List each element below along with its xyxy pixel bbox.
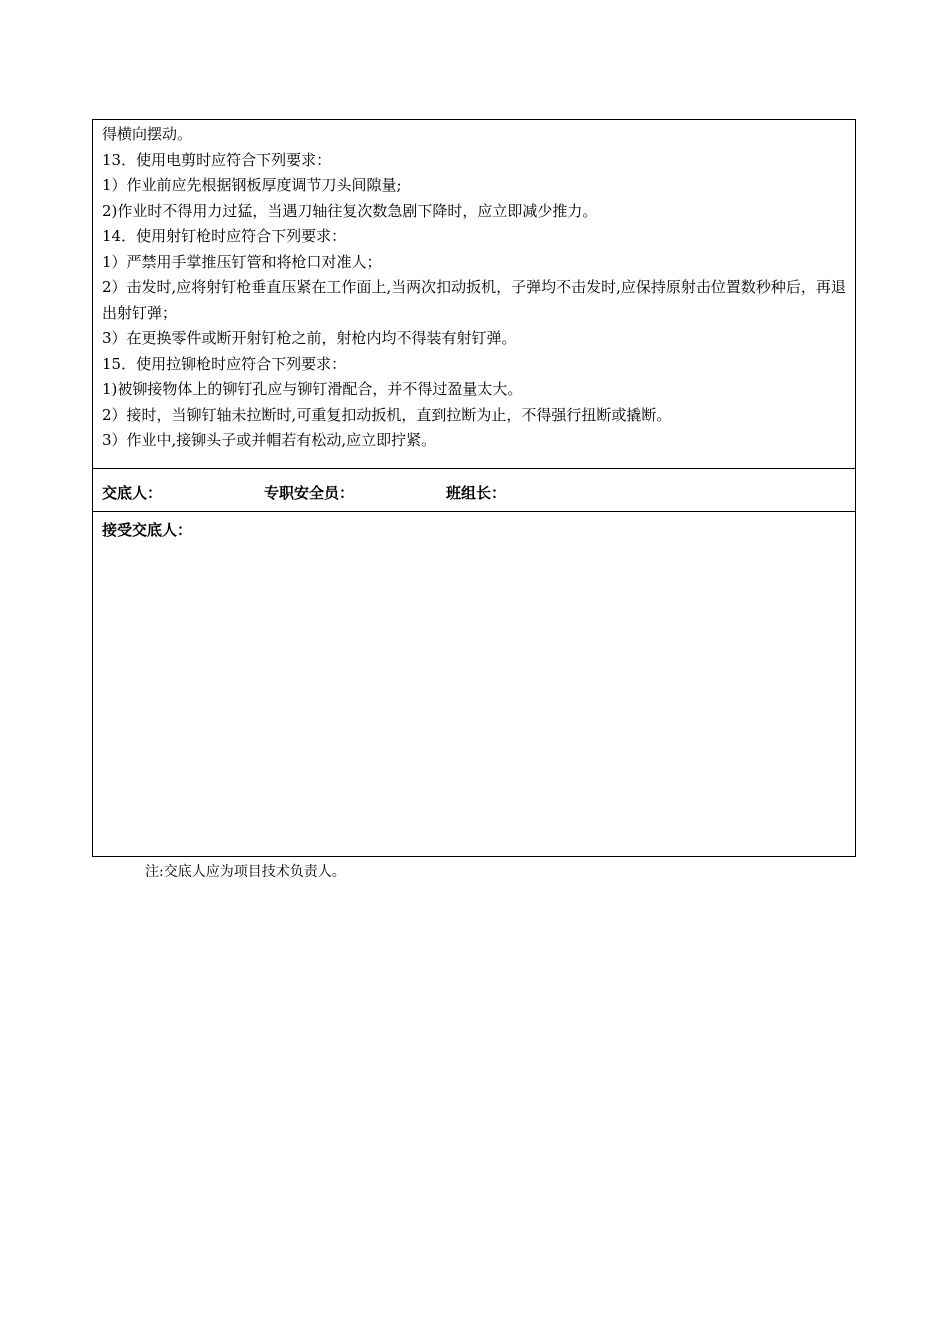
content-line: 1）严禁用手掌推压钉管和将枪口对准人； — [102, 252, 382, 271]
receiver-cell — [93, 512, 855, 856]
receiver-label: 接受交底人： — [102, 521, 193, 539]
section-heading-15: 15．使用拉铆枪时应符合下列要求： — [102, 354, 347, 373]
content-line: 2)作业时不得用力过猛，当遇刀轴往复次数急剧下降时，应立即减少推力。 — [102, 201, 598, 220]
section-heading-13: 13．使用电剪时应符合下列要求： — [102, 150, 332, 169]
content-line: 2）接时，当铆钉轴未拉断时,可重复扣动扳机，直到拉断为止，不得强行扭断或撬断。 — [102, 405, 672, 424]
content-line: 1）作业前应先根据钢板厚度调节刀头间隙量; — [102, 176, 402, 194]
disclosure-content — [93, 120, 855, 469]
disclosure-table — [92, 119, 856, 857]
safety-officer-label: 专职安全员： — [264, 484, 355, 502]
footer-note: 注:交底人应为项目技术负责人。 — [145, 864, 346, 880]
content-line: 3）在更换零件或断开射钉枪之前，射枪内均不得装有射钉弹。 — [102, 329, 517, 347]
section-heading-14: 14．使用射钉枪时应符合下列要求： — [102, 227, 347, 245]
content-line: 3）作业中,接铆头子或并帽若有松动,应立即拧紧。 — [102, 431, 437, 449]
team-leader-label: 班组长： — [446, 484, 507, 502]
content-line: 2）击发时,应将射钉枪垂直压紧在工作面上,当两次扣动扳机，子弹均不击发时,应保持原射击位置数秒种后，再退出射钉弹； — [102, 278, 846, 322]
content-line: 1)被铆接物体上的铆钉孔应与铆钉滑配合，并不得过盈量太大。 — [102, 380, 523, 398]
signature-row — [93, 469, 855, 512]
discloser-label: 交底人： — [102, 484, 163, 502]
content-line: 得横向摆动。 — [102, 125, 193, 143]
